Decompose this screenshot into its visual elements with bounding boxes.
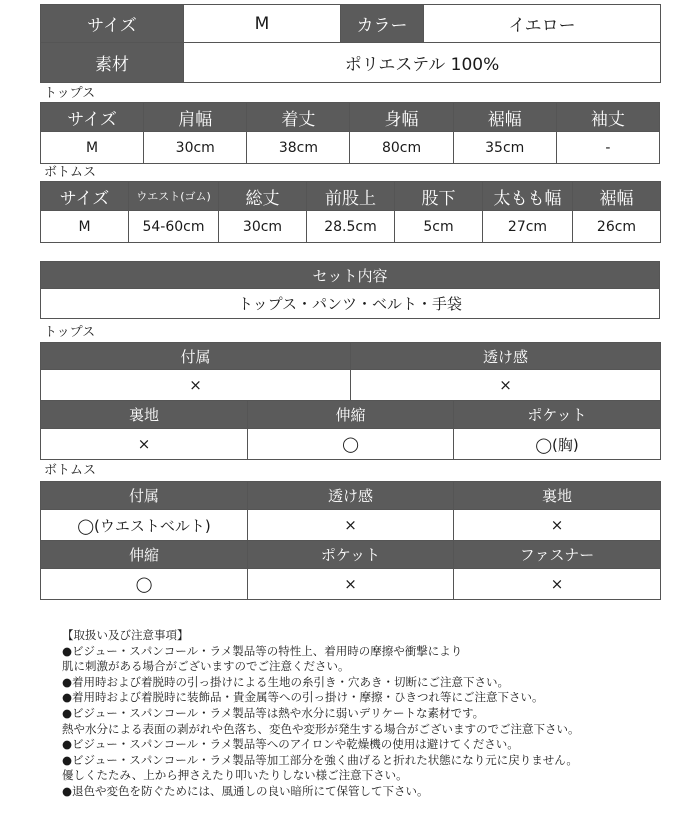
tops-size-value: 30cm	[144, 132, 247, 164]
bottoms-detail-header: 伸縮	[41, 541, 248, 569]
tops-size-value: 80cm	[350, 132, 453, 164]
tops-detail-value: ◯	[248, 429, 454, 460]
tops-detail-heading: トップス	[44, 325, 96, 340]
tops-detail-header: 透け感	[351, 343, 661, 370]
bottoms-size-header: ウエスト(ゴム)	[129, 182, 219, 211]
tops-size-value: 38cm	[247, 132, 350, 164]
tops-detail-header: 伸縮	[248, 401, 454, 429]
care-notes-title: 【取扱い及び注意事項】	[62, 628, 189, 642]
tops-detail-value: ×	[41, 370, 351, 401]
bottoms-detail-value: ◯(ウエストベルト)	[41, 510, 248, 541]
bottoms-size-heading: ボトムス	[44, 165, 97, 180]
bottoms-size-header: 裾幅	[573, 182, 661, 211]
bottoms-detail-value: ×	[248, 569, 454, 600]
care-note-line: ●ビジュー・スパンコール・ラメ製品等へのアイロンや乾燥機の使用は避けてください。	[62, 737, 519, 752]
tops-detail-value: ×	[41, 429, 248, 460]
tops-detail-value: ◯(胸)	[454, 429, 661, 460]
bottoms-detail-heading: ボトムス	[44, 463, 97, 478]
material-value: ポリエステル 100%	[184, 43, 661, 83]
bottoms-detail-header: ポケット	[248, 541, 454, 569]
tops-detail-table-2	[40, 400, 661, 460]
bottoms-size-header: 太もも幅	[483, 182, 573, 211]
set-contents-table	[40, 261, 660, 319]
color-label: カラー	[341, 5, 424, 43]
bottoms-detail-header: 透け感	[248, 482, 454, 510]
care-note-line: ●着用時および着脱時の引っ掛けによる生地の糸引き・穴あき・切断にご注意下さい。	[62, 674, 510, 689]
tops-size-heading: トップス	[44, 86, 96, 101]
bottoms-size-header: 股下	[395, 182, 483, 211]
care-note-line: ●退色や変色を防ぐためには、風通しの良い暗所にて保管して下さい。	[62, 783, 429, 798]
care-notes	[62, 628, 682, 800]
bottoms-detail-value: ◯	[41, 569, 248, 600]
care-note-line: 優しくたたみ、上から押さえたり叩いたりしない様ご注意下さい。	[62, 768, 408, 783]
size-label: サイズ	[41, 5, 184, 43]
care-note-line: 肌に刺激がある場合がございますのでご注意ください。	[62, 659, 350, 674]
bottoms-size-table	[40, 181, 661, 243]
tops-size-header: 身幅	[350, 103, 453, 132]
care-note-line: ●ビジュー・スパンコール・ラメ製品等加工部分を強く曲げると折れた状態になり元に戻りません。	[62, 752, 578, 767]
care-note-line: ●ビジュー・スパンコール・ラメ製品等の特性上、着用時の摩擦や衝撃により	[62, 643, 463, 658]
tops-size-header: 袖丈	[556, 103, 659, 132]
care-note-line: ●ビジュー・スパンコール・ラメ製品等は熱や水分に弱いデリケートな素材です。	[62, 705, 485, 720]
tops-size-header: 着丈	[247, 103, 350, 132]
bottoms-detail-value: ×	[454, 510, 661, 541]
bottoms-size-value: 26cm	[573, 211, 661, 243]
tops-size-header: 肩幅	[144, 103, 247, 132]
size-value: M	[184, 5, 341, 43]
tops-detail-header: ポケット	[454, 401, 661, 429]
care-note-line: 熱や水分による表面の剥がれや色落ち、変色や変形が発生する場合がございますのでご注意下さい。	[62, 721, 580, 736]
set-contents-value: トップス・パンツ・ベルト・手袋	[41, 289, 660, 319]
color-value: イエロー	[424, 5, 661, 43]
care-note-line: ●着用時および着脱時に装飾品・貴金属等への引っ掛け・摩擦・ひきつれ等にご注意下さい。	[62, 690, 544, 705]
tops-size-header: 裾幅	[453, 103, 556, 132]
tops-size-header: サイズ	[41, 103, 144, 132]
bottoms-size-value: 27cm	[483, 211, 573, 243]
tops-detail-value: ×	[351, 370, 661, 401]
bottoms-detail-table-1	[40, 481, 661, 600]
bottoms-size-header: 前股上	[307, 182, 395, 211]
bottoms-detail-header: 付属	[41, 482, 248, 510]
material-label: 素材	[41, 43, 184, 83]
bottoms-detail-header: ファスナー	[454, 541, 661, 569]
bottoms-detail-value: ×	[454, 569, 661, 600]
bottoms-size-value: 28.5cm	[307, 211, 395, 243]
tops-size-value: 35cm	[453, 132, 556, 164]
set-contents-label: セット内容	[41, 262, 660, 289]
tops-size-table	[40, 102, 660, 164]
bottoms-size-value: M	[41, 211, 129, 243]
tops-size-value: -	[556, 132, 659, 164]
bottoms-detail-header: 裏地	[454, 482, 661, 510]
tops-detail-header: 付属	[41, 343, 351, 370]
bottoms-detail-value: ×	[248, 510, 454, 541]
bottoms-size-value: 54-60cm	[129, 211, 219, 243]
bottoms-size-header: 総丈	[219, 182, 307, 211]
bottoms-size-value: 30cm	[219, 211, 307, 243]
tops-detail-table-1	[40, 342, 661, 401]
tops-detail-header: 裏地	[41, 401, 248, 429]
basic-info-table	[40, 4, 661, 83]
tops-size-value: M	[41, 132, 144, 164]
bottoms-size-value: 5cm	[395, 211, 483, 243]
bottoms-size-header: サイズ	[41, 182, 129, 211]
